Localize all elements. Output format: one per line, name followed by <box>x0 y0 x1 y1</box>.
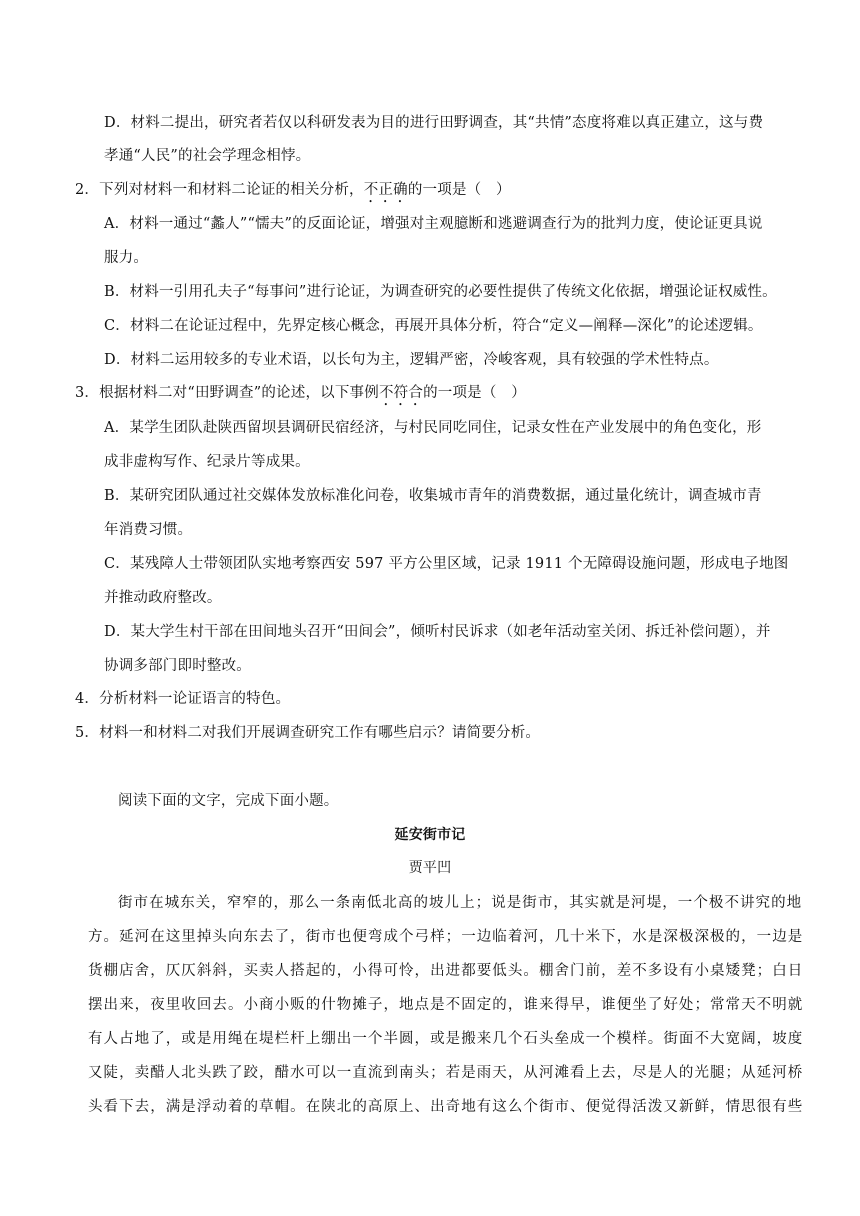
question-5: 5．材料一和材料二对我们开展调查研究工作有哪些启示？请简要分析。 <box>75 725 541 741</box>
q1-option-d-line1: D．材料二提出，研究者若仅以科研发表为目的进行田野调查，其“共情”态度将难以真正建立，这与费 <box>104 115 764 131</box>
essay-line: 有人占地了，或是用绳在堤栏杆上绷出一个半圆，或是搬来几个石头垒成一个模样。街面不大宽阔，坡度 <box>88 1031 804 1047</box>
q2-option-b: B．材料一引用孔夫子“每事问”进行论证，为调查研究的必要性提供了传统文化依据，增强论证权威性。 <box>104 284 777 300</box>
essay-title: 延安街市记 <box>394 827 466 843</box>
q2-option-d: D．材料二运用较多的专业术语，以长句为主，逻辑严密，冷峻客观，具有较强的学术性特点。 <box>104 352 719 368</box>
q3-option-c-line2: 并推动政府整改。 <box>104 590 222 606</box>
essay-line: 头看下去，满是浮动着的草帽。在陕北的高原上、出奇地有这么个街市、便觉得活泼又新鲜，情思很有些 <box>88 1099 804 1115</box>
q3-stem-tail: 的一项是（ ） <box>423 385 526 401</box>
q3-option-b-line1: B．某研究团队通过社交媒体发放标准化问卷，收集城市青年的消费数据，通过量化统计，调查城市青 <box>104 488 762 504</box>
q2-stem-tail: 的一项是（ ） <box>407 182 511 198</box>
essay-line: 方。延河在这里掉头向东去了，街市也便弯成个弓样；一边临着河，几十米下，水是深极深极的，一边是 <box>88 929 804 945</box>
q2-stem-emphasis: 不正确 <box>363 182 408 198</box>
q3-option-a-line2: 成非虚构写作、纪录片等成果。 <box>104 454 310 470</box>
question-2-stem <box>75 180 511 206</box>
q3-option-d-line2: 协调多部门即时整改。 <box>104 658 251 674</box>
essay-line: 货棚店舍，仄仄斜斜，买卖人搭起的，小得可怜，出进都要低头。棚舍门前，差不多设有小桌矮凳；白日 <box>88 963 804 979</box>
question-4: 4．分析材料一论证语言的特色。 <box>75 691 291 707</box>
q2-option-c: C．材料二在论证过程中，先界定核心概念，再展开具体分析，符合“定义—阐释—深化”的论述逻辑。 <box>104 318 763 334</box>
q3-option-a-line1: A．某学生团队赴陕西留坝县调研民宿经济，与村民同吃同住，记录女性在产业发展中的角色变化，形 <box>104 420 762 436</box>
q3-stem-emphasis: 不符合 <box>378 385 424 401</box>
essay-line: 摆出来，夜里收回去。小商小贩的什物摊子，地点是不固定的，谁来得早，谁便坐了好处；常常天不明就 <box>88 997 804 1013</box>
q2-option-a-line1: A．材料一通过“蠡人”“懦夫”的反面论证，增强对主观臆断和逃避调查行为的批判力度，使论证更具说 <box>104 216 763 232</box>
q3-option-b-line2: 年消费习惯。 <box>104 522 193 538</box>
q3-stem-text: 3．根据材料二对“田野调查”的论述，以下事例 <box>75 385 379 401</box>
q3-option-c-line1: C．某残障人士带领团队实地考察西安 597 平方公里区域，记录 1911 个无障碍设施问题，形成电子地图 <box>104 556 789 572</box>
question-3-stem <box>75 383 526 409</box>
essay-line: 又陡，卖醋人北头跌了跤，醋水可以一直流到南头；若是雨天，从河滩看上去，尽是人的光腿；从延河桥 <box>88 1065 804 1081</box>
essay-line: 街市在城东关，窄窄的，那么一条南低北高的坡儿上；说是街市，其实就是河堤，一个极不讲究的地 <box>118 895 803 911</box>
q3-option-d-line1: D．某大学生村干部在田间地头召开“田间会”，倾听村民诉求（如老年活动室关闭、拆迁补偿问题），并 <box>104 624 771 640</box>
q1-option-d-line2: 孝通“人民”的社会学理念相悖。 <box>104 148 311 164</box>
reading-instruction: 阅读下面的文字，完成下面小题。 <box>118 793 339 809</box>
q2-option-a-line2: 服力。 <box>104 250 149 266</box>
essay-author: 贾平凹 <box>408 860 452 876</box>
q2-stem-text: 2．下列对材料一和材料二论证的相关分析， <box>75 182 364 198</box>
